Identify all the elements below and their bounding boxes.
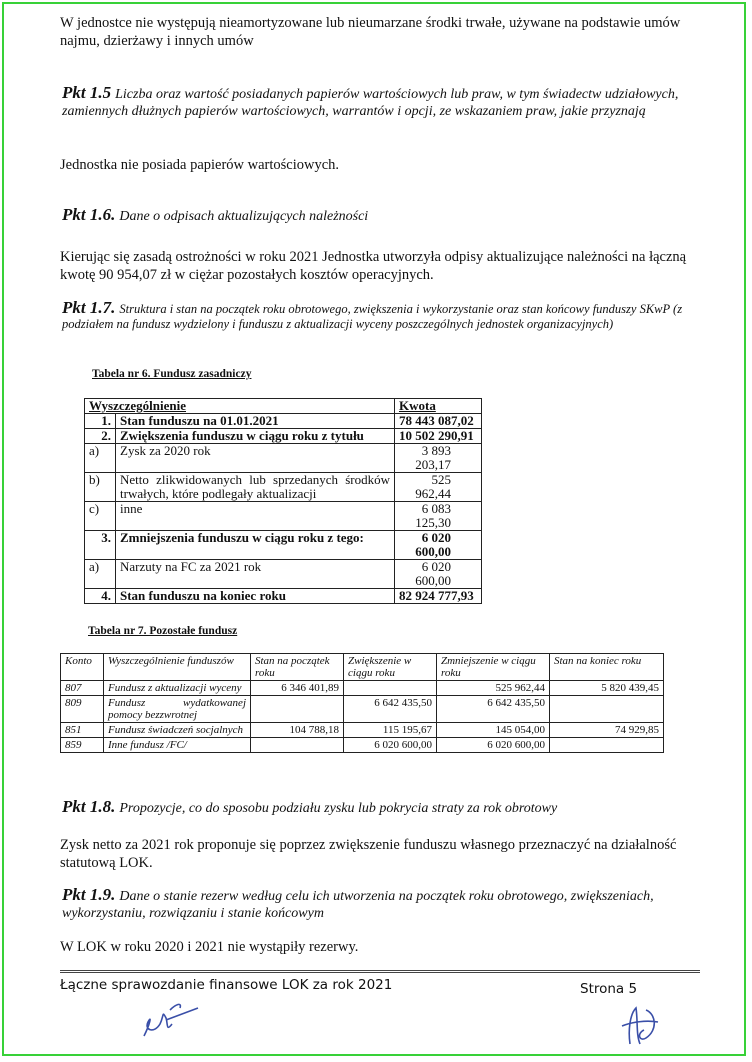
row-amount: 6 083 125,30 [394, 502, 481, 531]
header-cell: Zmniejszenie w ciągu roku [437, 654, 550, 681]
row-num: a) [85, 444, 116, 473]
page-number: Strona 5 [580, 981, 638, 997]
table-row [85, 502, 482, 531]
section-label: Pkt 1.6. [62, 205, 116, 224]
cell: 5 820 439,45 [550, 681, 664, 696]
table-row [61, 681, 664, 696]
table-row [61, 738, 664, 753]
section-title: Struktura i stan na początek roku obrotowego, zwiększenia i wykorzystanie oraz stan końcowy funduszy SKwP (z podziałem na fundusz wydzielony i funduszu z aktualizacji wyceny poszczególnych jednostek organizacyjnych) [62, 302, 683, 331]
cell: 74 929,85 [550, 723, 664, 738]
header-cell: Stan na koniec roku [550, 654, 664, 681]
row-num: 2. [85, 429, 116, 444]
section-title: Liczba oraz wartość posiadanych papierów wartościowych lub praw, w tym świadectw udziałowych, zamiennych dłużnych papierów wartościowych, warrantów i opcji, ze wskazaniem praw, jakie przyznają [62, 87, 679, 119]
cell: 851 [61, 723, 104, 738]
table-row [61, 723, 664, 738]
cell: 807 [61, 681, 104, 696]
section-1-6 [62, 206, 702, 225]
header-cell: Zwiększenie w ciągu roku [344, 654, 437, 681]
cell: 809 [61, 696, 104, 723]
row-amount: 82 924 777,93 [394, 589, 481, 604]
header-cell: Konto [61, 654, 104, 681]
row-num: b) [85, 473, 116, 502]
table6 [84, 398, 482, 604]
table-row [85, 589, 482, 604]
row-num: a) [85, 560, 116, 589]
intro-text: W jednostce nie występują nieamortyzowane lub nieumarzane środki trwałe, używane na podstawie umów najmu, dzierżawy i innych umów [60, 15, 681, 49]
row-num: 4. [85, 589, 116, 604]
header-desc: Wyszczególnienie [89, 398, 186, 413]
cell: Fundusz świadczeń socjalnych [104, 723, 251, 738]
table7 [60, 653, 664, 753]
section-title: Dane o odpisach aktualizujących należności [119, 209, 369, 224]
row-amount: 525 962,44 [394, 473, 481, 502]
cell [251, 696, 344, 723]
header-amount: Kwota [398, 398, 436, 413]
row-amount: 6 020 600,00 [394, 531, 481, 560]
cell: 525 962,44 [437, 681, 550, 696]
cell: Inne fundusz /FC/ [104, 738, 251, 753]
table-row [85, 473, 482, 502]
footer-rule [60, 970, 700, 973]
cell [344, 681, 437, 696]
row-amount: 3 893 203,17 [394, 444, 481, 473]
table7-caption: Tabela nr 7. Pozostałe fundusz [88, 625, 238, 637]
table-row [85, 560, 482, 589]
row-num: 3. [85, 531, 116, 560]
section-1-9 [62, 886, 702, 922]
table-header-row [61, 654, 664, 681]
cell [251, 738, 344, 753]
cell: 145 054,00 [437, 723, 550, 738]
table-row [85, 444, 482, 473]
cell [550, 696, 664, 723]
section-label: Pkt 1.8. [62, 797, 116, 816]
table-row [61, 696, 664, 723]
signature-right-icon [616, 1000, 666, 1048]
table-row [85, 429, 482, 444]
row-desc: Zmniejszenia funduszu w ciągu roku z tego: [116, 531, 395, 560]
row-desc: Zwiększenia funduszu w ciągu roku z tytułu [116, 429, 395, 444]
section-label: Pkt 1.9. [62, 885, 116, 904]
cell: Fundusz z aktualizacji wyceny [104, 681, 251, 696]
section-1-8-body: Zysk netto za 2021 rok proponuje się poprzez zwiększenie funduszu własnego przeznaczyć na działalność statutową LOK. [60, 837, 677, 871]
cell [550, 738, 664, 753]
table-row [85, 414, 482, 429]
section-title: Propozycje, co do sposobu podziału zysku lub pokrycia straty za rok obrotowy [119, 801, 558, 816]
section-title: Dane o stanie rezerw według celu ich utworzenia na początek roku obrotowego, zwiększeniach, wykorzystaniu, rozwiązaniu i stanie końcowym [62, 889, 654, 921]
row-desc: inne [116, 502, 395, 531]
cell: 859 [61, 738, 104, 753]
row-desc: Zysk za 2020 rok [116, 444, 395, 473]
section-1-5 [62, 84, 702, 120]
row-amount: 78 443 087,02 [394, 414, 481, 429]
cell: 6 642 435,50 [437, 696, 550, 723]
row-desc: Narzuty na FC za 2021 rok [116, 560, 395, 589]
section-label: Pkt 1.7. [62, 298, 116, 317]
row-desc: Stan funduszu na 01.01.2021 [116, 414, 395, 429]
cell: Fundusz wydatkowanej pomocy bezzwrotnej [104, 696, 251, 723]
cell: 6 020 600,00 [437, 738, 550, 753]
footer-title: Łączne sprawozdanie finansowe LOK za rok 2021 [60, 977, 393, 993]
row-amount: 6 020 600,00 [394, 560, 481, 589]
section-1-9-body: W LOK w roku 2020 i 2021 nie wystąpiły rezerwy. [60, 939, 359, 955]
header-cell: Wyszczególnienie funduszów [104, 654, 251, 681]
header-cell: Stan na początek roku [251, 654, 344, 681]
cell: 6 642 435,50 [344, 696, 437, 723]
table-row [85, 531, 482, 560]
row-desc: Stan funduszu na koniec roku [116, 589, 395, 604]
table6-caption: Tabela nr 6. Fundusz zasadniczy [92, 368, 252, 380]
cell: 115 195,67 [344, 723, 437, 738]
section-1-7 [62, 300, 702, 332]
cell: 104 788,18 [251, 723, 344, 738]
row-num: 1. [85, 414, 116, 429]
row-desc: Netto zlikwidowanych lub sprzedanych środków trwałych, które podlegały aktualizacji [116, 473, 395, 502]
signature-left-icon [136, 994, 206, 1044]
section-1-5-body: Jednostka nie posiada papierów wartościowych. [60, 157, 340, 173]
cell: 6 346 401,89 [251, 681, 344, 696]
row-amount: 10 502 290,91 [394, 429, 481, 444]
cell: 6 020 600,00 [344, 738, 437, 753]
section-1-6-body: Kierując się zasadą ostrożności w roku 2021 Jednostka utworzyła odpisy aktualizujące należności na łączną kwotę 90 954,07 zł w ciężar pozostałych kosztów operacyjnych. [60, 249, 687, 283]
table-header-row [85, 399, 482, 414]
row-num: c) [85, 502, 116, 531]
section-1-8 [62, 798, 702, 817]
section-label: Pkt 1.5 [62, 83, 112, 102]
